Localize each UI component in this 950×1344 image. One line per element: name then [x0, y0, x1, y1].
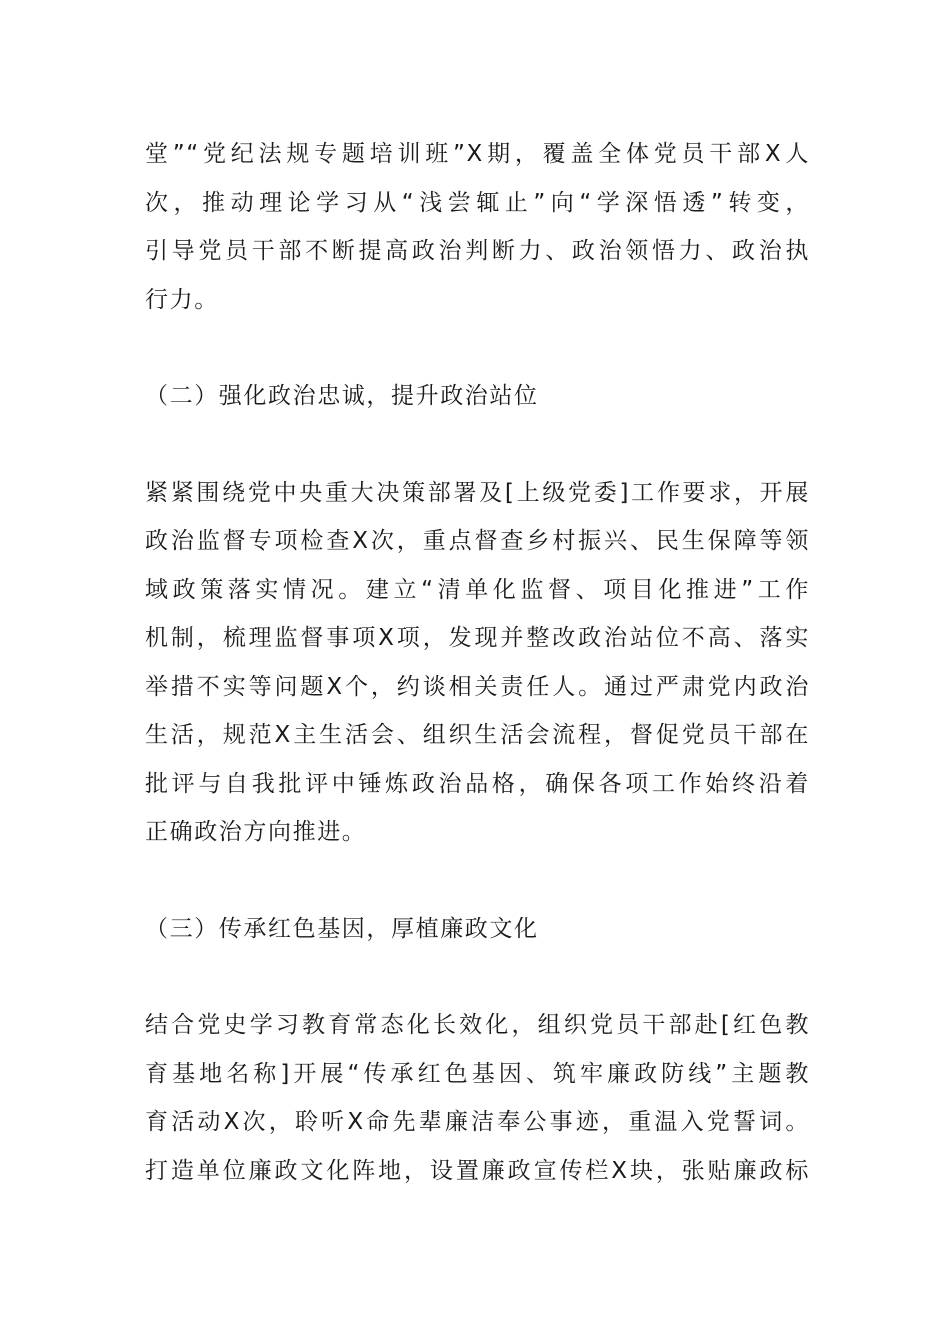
text-line: 政治监督专项检查X次，重点督查乡村振兴、民生保障等领: [145, 528, 810, 554]
paragraph-spacer: [145, 421, 810, 469]
text-line: 紧紧围绕党中央重大决策部署及[上级党委]工作要求，开展: [145, 479, 810, 506]
text-line: 打造单位廉政文化阵地，设置廉政宣传栏X块，张贴廉政标: [145, 1157, 810, 1184]
text-line: 次，推动理论学习从“浅尝辄止”向“学深悟透”转变，: [145, 189, 810, 216]
paragraph-spacer: [145, 857, 810, 905]
text-line: 域政策落实情况。建立“清单化监督、项目化推进”工作: [145, 576, 810, 603]
section-heading-2: （二）强化政治忠诚，提升政治站位: [145, 383, 539, 409]
document-page: [145, 130, 810, 1195]
text-line: 引导党员干部不断提高政治判断力、政治领悟力、政治执: [145, 238, 810, 264]
text-line: 举措不实等问题X个，约谈相关责任人。通过严肃党内政治: [145, 673, 810, 700]
text-line: 育基地名称]开展“传承红色基因、筑牢廉政防线”主题教: [145, 1060, 810, 1087]
text-line: 生活，规范X主生活会、组织生活会流程，督促党员干部在: [145, 722, 810, 748]
text-line: 正确政治方向推进。: [145, 819, 367, 845]
paragraph-spacer: [145, 324, 810, 372]
text-line: 堂”“党纪法规专题培训班”X期，覆盖全体党员干部X人: [145, 141, 810, 167]
section-heading-3: （三）传承红色基因，厚植廉政文化: [145, 915, 539, 942]
text-line: 机制，梳理监督事项X项，发现并整改政治站位不高、落实: [145, 625, 810, 651]
paragraph-theory-study: [145, 130, 810, 324]
paragraph-political-loyalty: [145, 469, 810, 857]
text-line: 行力。: [145, 286, 219, 313]
text-line: 育活动X次，聆听X命先辈廉洁奉公事迹，重温入党誓词。: [145, 1109, 810, 1135]
paragraph-red-gene: [145, 1001, 810, 1195]
text-line: 批评与自我批评中锤炼政治品格，确保各项工作始终沿着: [145, 770, 810, 797]
text-line: 结合党史学习教育常态化长效化，组织党员干部赴[红色教: [145, 1012, 810, 1038]
paragraph-spacer: [145, 953, 810, 1001]
